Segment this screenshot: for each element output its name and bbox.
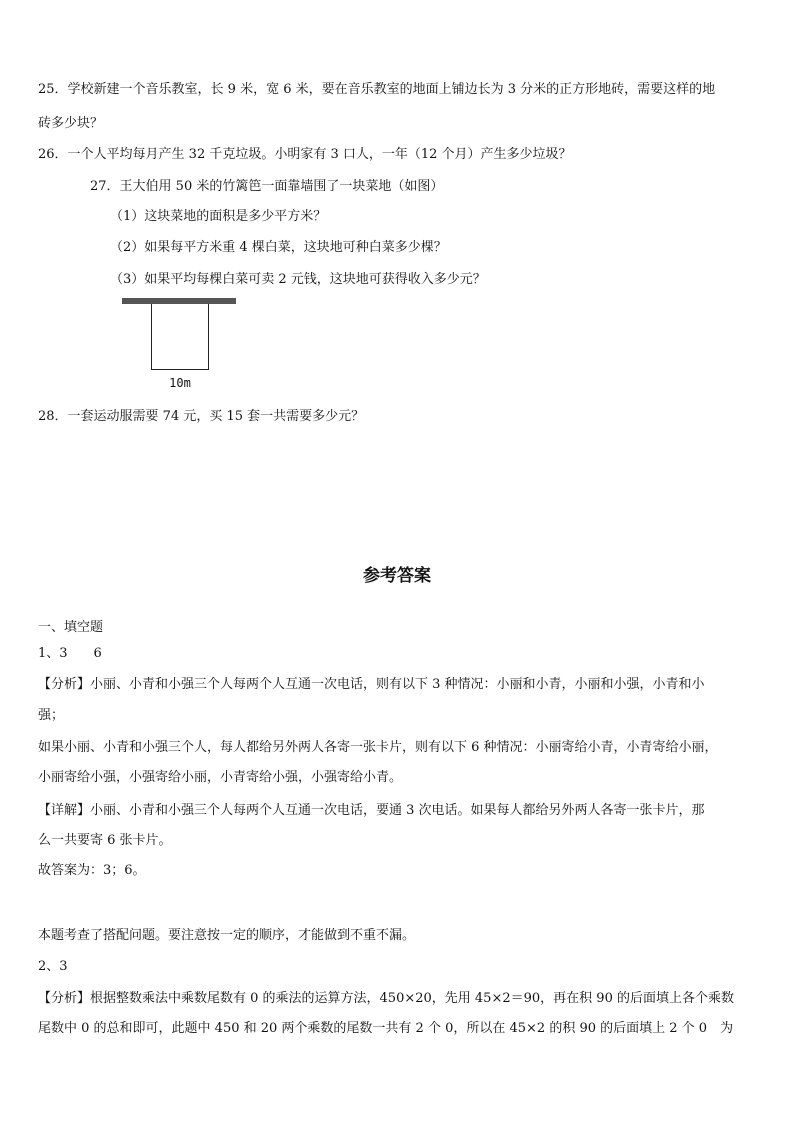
answer-1-analysis-line4: 小丽寄给小强，小强寄给小丽，小青寄给小强，小强寄给小青。 bbox=[38, 770, 403, 785]
answer-1-analysis-line3: 如果小丽、小青和小强三个人，每人都给另外两人各寄一张卡片，则有以下 6 种情况：小丽寄给小青，小青寄给小丽， bbox=[38, 740, 718, 755]
question-27-sub2: （2）如果每平方米重 4 棵白菜，这块地可种白菜多少棵？ bbox=[110, 240, 447, 255]
answer-2-head: 2、3 bbox=[38, 959, 68, 974]
answer-1-analysis-line1: 【分析】小丽、小青和小强三个人每两个人互通一次电话，则有以下 3 种情况：小丽和小青，小丽和小强，小青和小 bbox=[38, 677, 705, 692]
fence-rectangle bbox=[151, 304, 209, 370]
question-28: 28．一套运动服需要 74 元，买 15 套一共需要多少元？ bbox=[38, 409, 365, 424]
question-25-line2: 砖多少块？ bbox=[38, 116, 104, 131]
question-27-sub3: （3）如果平均每棵白菜可卖 2 元钱，这块地可获得收入多少元？ bbox=[110, 272, 486, 287]
question-25-line1: 25．学校新建一个音乐教室，长 9 米，宽 6 米，要在音乐教室的地面上铺边长为 3 分米的正方形地砖，需要这样的地 bbox=[38, 82, 716, 97]
figure-dimension-label: 10m bbox=[169, 376, 191, 390]
question-26: 26．一个人平均每月产生 32 千克垃圾。小明家有 3 口人，一年（12 个月）产生多少垃圾？ bbox=[38, 147, 572, 162]
answer-2-analysis-line1: 【分析】根据整数乘法中乘数尾数有 0 的乘法的运算方法，450×20，先用 45×2＝90，再在积 90 的后面填上各个乘数 bbox=[38, 991, 734, 1006]
answer-1-head: 1、3 6 bbox=[38, 646, 102, 661]
answers-title: 参考答案 bbox=[363, 566, 431, 586]
answer-2-analysis-line2: 尾数中 0 的总和即可，此题中 450 和 20 两个乘数的尾数一共有 2 个 0，所以在 45×2 的积 90 的后面填上 2 个 0 为 bbox=[38, 1021, 734, 1036]
section-heading: 一、填空题 bbox=[38, 620, 104, 635]
answer-1-detail-line2: 么一共要寄 6 张卡片。 bbox=[38, 833, 172, 848]
answer-1-detail-line1: 【详解】小丽、小青和小强三个人每两个人互通一次电话，要通 3 次电话。如果每人都给另外两人各寄一张卡片，那 bbox=[38, 803, 705, 818]
garden-figure bbox=[120, 296, 240, 396]
question-27: 27．王大伯用 50 米的竹篱笆一面靠墙围了一块菜地（如图） bbox=[90, 179, 444, 194]
answer-1-analysis-line2: 强； bbox=[38, 708, 65, 723]
answer-1-note: 本题考查了搭配问题。要注意按一定的顺序，才能做到不重不漏。 bbox=[38, 928, 416, 943]
answer-1-result: 故答案为：3；6。 bbox=[38, 863, 146, 878]
question-27-sub1: （1）这块菜地的面积是多少平方米？ bbox=[110, 209, 327, 224]
